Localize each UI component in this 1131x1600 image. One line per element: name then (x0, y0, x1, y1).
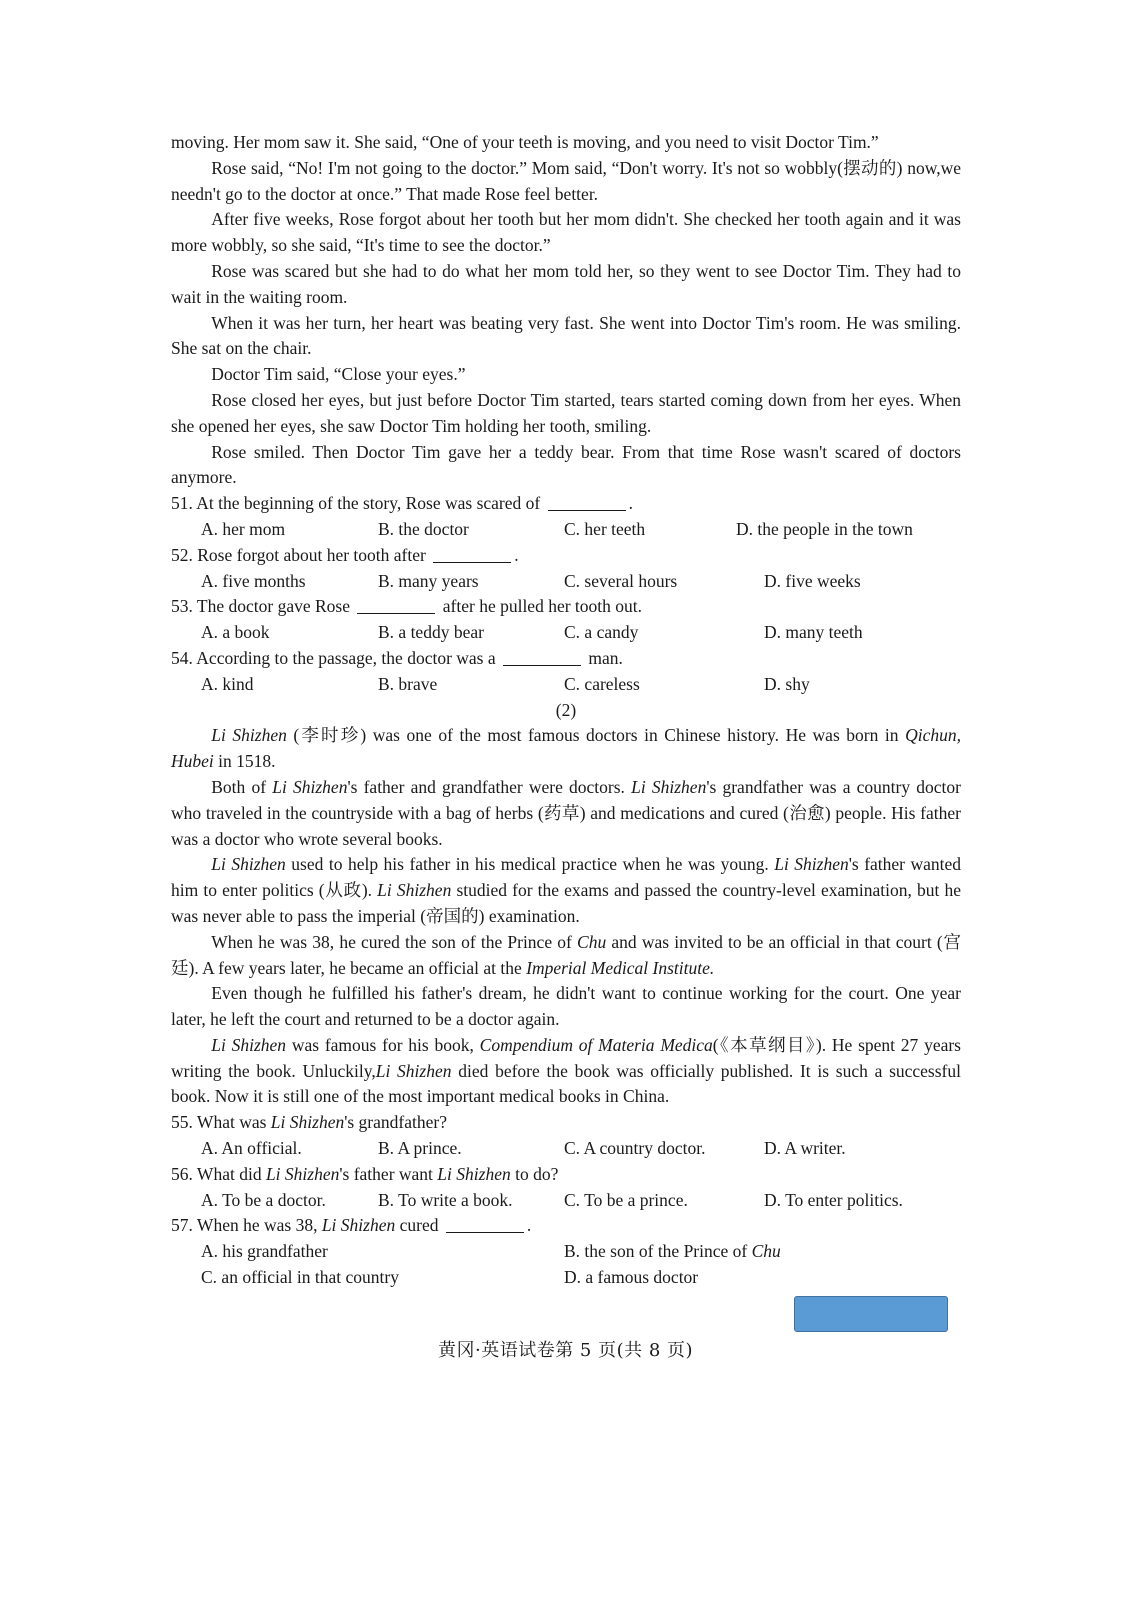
option-b: B. the doctor (378, 518, 469, 539)
option-a: A. five months (201, 570, 306, 591)
passage-paragraph: When it was her turn, her heart was beating very fast. She went into Doctor Tim's room. He was smiling. She sat on the chair. (171, 312, 961, 359)
option-b: B. To write a book. (378, 1189, 513, 1210)
options-57-row2 (171, 1265, 961, 1291)
option-d: D. the people in the town (736, 518, 913, 539)
answer-blank (433, 547, 511, 563)
answer-blank (357, 598, 435, 614)
option-b: B. brave (378, 673, 438, 694)
option-a: A. her mom (201, 518, 286, 539)
answer-blank (446, 1217, 524, 1233)
options-54 (171, 672, 961, 698)
passage-paragraph: moving. Her mom saw it. She said, “One of your teeth is moving, and you need to visit Doctor Tim.” (171, 132, 879, 152)
option-a: A. To be a doctor. (201, 1189, 326, 1210)
option-b: B. a teddy bear (378, 622, 484, 643)
passage-paragraph: Rose was scared but she had to do what her mom told her, so they went to see Doctor Tim. They had to wait in the waiting room. (171, 260, 961, 307)
option-b: B. many years (378, 570, 479, 591)
passage-paragraph: Rose said, “No! I'm not going to the doctor.” Mom said, “Don't worry. It's not so wobbly(摆动的) now,we needn't go to the doctor at once.” That made Rose feel better. (171, 157, 961, 204)
option-c: C. a candy (564, 622, 639, 643)
options-51 (171, 517, 961, 543)
option-c: C. careless (564, 673, 640, 694)
option-c: C. her teeth (564, 518, 646, 539)
question-52: 52. Rose forgot about her tooth after . (171, 544, 519, 565)
passage-paragraph: Li Shizhen (李时珍) was one of the most famous doctors in Chinese history. He was born in Qichun, Hubei in 1518. (171, 725, 961, 772)
options-52 (171, 569, 961, 595)
option-d: D. a famous doctor (564, 1267, 699, 1288)
passage-paragraph: Rose closed her eyes, but just before Doctor Tim started, tears started coming down from her eyes. When she opened her eyes, she saw Doctor Tim holding her tooth, smiling. (171, 389, 961, 436)
passage-paragraph: Li Shizhen was famous for his book, Compendium of Materia Medica(《本草纲目》). He spent 27 years writing the book. Unluckily,Li Shizhen died before the book was officially published. It is such a successful book. Now it is still one of the most important medical books in China. (171, 1034, 961, 1107)
highlight-box (794, 1296, 948, 1332)
exam-page (171, 130, 961, 1291)
option-c: C. several hours (564, 570, 678, 591)
question-55: 55. What was Li Shizhen's grandfather? (171, 1112, 447, 1133)
passage-paragraph: Li Shizhen used to help his father in his medical practice when he was young. Li Shizhen's father wanted him to enter politics (从政). Li Shizhen studied for the exams and passed the country-level examination, but he was never able to pass the imperial (帝国的) examination. (171, 854, 962, 926)
section-label: (2) (555, 699, 577, 720)
option-a: A. An official. (201, 1138, 302, 1159)
page-footer: 黄冈·英语试卷第 5 页(共 8 页) (437, 1340, 694, 1361)
passage-paragraph: Rose smiled. Then Doctor Tim gave her a teddy bear. From that time Rose wasn't scared of doctors anymore. (171, 441, 961, 488)
question-51: 51. At the beginning of the story, Rose was scared of . (171, 493, 633, 514)
options-56 (171, 1188, 961, 1214)
option-d: D. To enter politics. (764, 1189, 903, 1210)
passage-paragraph: When he was 38, he cured the son of the Prince of Chu and was invited to be an official in that court (宫廷). A few years later, he became an official at the Imperial Medical Institute. (171, 931, 961, 978)
option-a: A. kind (201, 673, 254, 694)
option-c: C. To be a prince. (564, 1189, 688, 1210)
passage-paragraph: Doctor Tim said, “Close your eyes.” (211, 364, 466, 385)
option-d: D. many teeth (764, 622, 863, 643)
option-d: D. five weeks (764, 570, 861, 591)
options-55 (171, 1136, 961, 1162)
option-a: A. his grandfather (201, 1241, 328, 1262)
answer-blank (503, 650, 581, 666)
option-d: D. A writer. (764, 1138, 846, 1159)
question-56: 56. What did Li Shizhen's father want Li Shizhen to do? (171, 1163, 559, 1184)
passage-paragraph: Even though he fulfilled his father's dream, he didn't want to continue working for the court. One year later, he left the court and returned to be a doctor again. (171, 983, 961, 1030)
passage-paragraph: After five weeks, Rose forgot about her tooth but her mom didn't. She checked her tooth again and it was more wobbly, so she said, “It's time to see the doctor.” (171, 209, 961, 256)
option-c: C. an official in that country (201, 1267, 399, 1288)
options-53 (171, 620, 961, 646)
option-b: B. A prince. (378, 1138, 462, 1159)
options-57-row1 (171, 1239, 961, 1265)
option-a: A. a book (201, 622, 270, 643)
question-53: 53. The doctor gave Rose after he pulled her tooth out. (171, 596, 643, 617)
answer-blank (548, 495, 626, 511)
option-d: D. shy (764, 673, 810, 694)
passage-paragraph: Both of Li Shizhen's father and grandfather were doctors. Li Shizhen's grandfather was a country doctor who traveled in the countryside with a bag of herbs (药草) and medications and cured (治愈) people. His father was a doctor who wrote several books. (171, 776, 961, 849)
option-c: C. A country doctor. (564, 1138, 706, 1159)
question-54: 54. According to the passage, the doctor was a man. (171, 647, 623, 668)
option-b: B. the son of the Prince of Chu (564, 1241, 781, 1262)
question-57: 57. When he was 38, Li Shizhen cured . (171, 1215, 532, 1236)
